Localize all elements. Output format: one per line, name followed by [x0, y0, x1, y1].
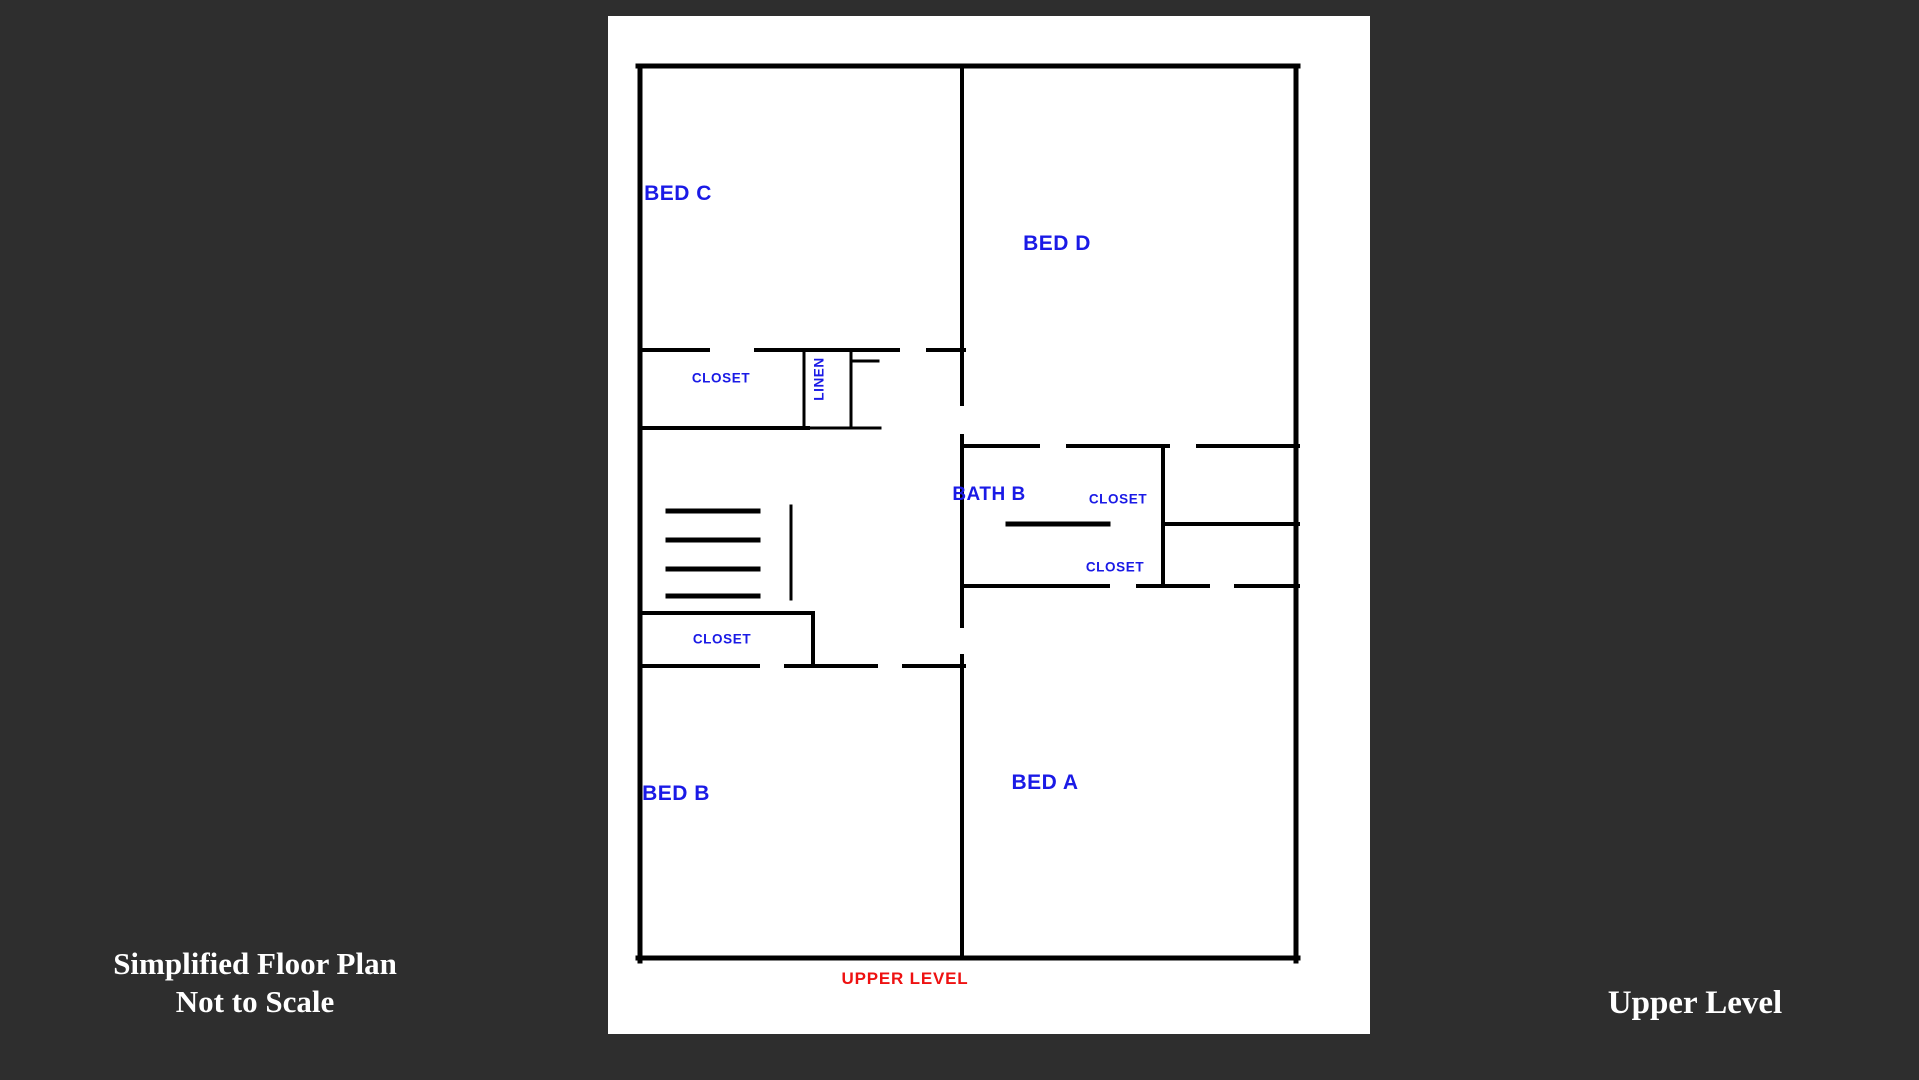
room-label-bed-c: BED C: [644, 182, 712, 205]
closet-label-lower-right: CLOSET: [1085, 559, 1145, 575]
floor-plan-drawing: [608, 16, 1370, 1034]
room-label-bed-d: BED D: [1023, 232, 1091, 255]
closet-label-upper-right: CLOSET: [1088, 491, 1148, 507]
floor-plan-panel: [608, 16, 1370, 1034]
room-label-bed-a: BED A: [1011, 771, 1079, 794]
left-caption-line2: Not to Scale: [175, 983, 335, 1019]
room-label-bed-b: BED B: [642, 782, 710, 805]
closet-label-lower-left: CLOSET: [692, 631, 752, 647]
left-caption-line1: Simplified Floor Plan: [113, 946, 397, 981]
level-label: UPPER LEVEL: [841, 969, 969, 988]
left-caption: [60, 945, 450, 1021]
room-label-bath-b: BATH B: [952, 484, 1026, 505]
right-caption: Upper Level: [1607, 985, 1783, 1021]
linen-closet-label: LINEN: [811, 357, 827, 401]
closet-label-upper-left: CLOSET: [691, 370, 751, 386]
